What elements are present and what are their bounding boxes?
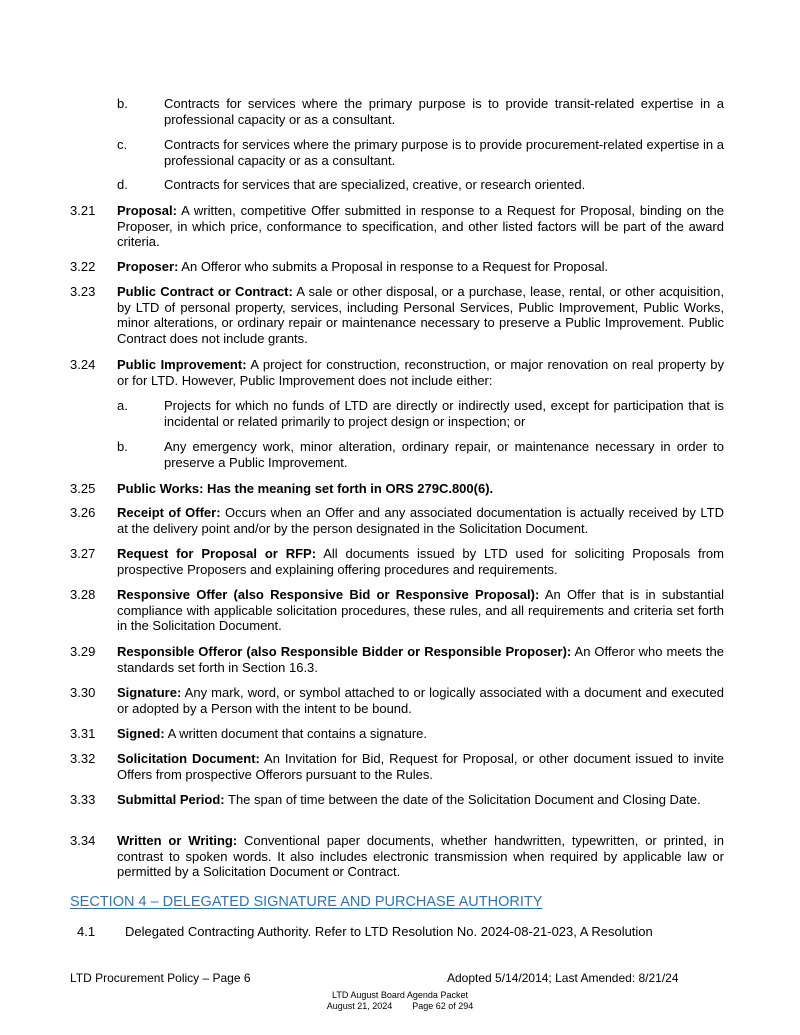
section-4-heading[interactable]: SECTION 4 – DELEGATED SIGNATURE AND PURCHASE AUTHORITY bbox=[70, 894, 543, 910]
definition-body: An Offeror who submits a Proposal in response to a Request for Proposal. bbox=[178, 259, 609, 274]
definition-body: A project for construction, reconstruction, or major renovation on real property by or for LTD. However, Public Improvement does not include either: bbox=[117, 357, 724, 388]
definition-text bbox=[117, 546, 724, 577]
definition-number: 3.33 bbox=[70, 792, 96, 807]
definition-text bbox=[117, 357, 724, 388]
definition-term: Written or Writing: bbox=[117, 833, 238, 848]
definition-text bbox=[117, 587, 724, 634]
sub-item-text: Contracts for services that are specialized, creative, or research oriented. bbox=[164, 177, 586, 192]
sub-item-label: c. bbox=[117, 137, 128, 152]
definition-number: 3.34 bbox=[70, 833, 96, 848]
definition-term: Public Contract or Contract: bbox=[117, 284, 293, 299]
sub-item-text: Contracts for services where the primary purpose is to provide transit-related expertise in a professional capacity or as a consultant. bbox=[164, 96, 724, 127]
footer-page-label: LTD Procurement Policy – Page 6 bbox=[70, 971, 251, 985]
definition-number: 3.28 bbox=[70, 587, 96, 602]
definition-text bbox=[117, 833, 724, 880]
definition-body: The span of time between the date of the Solicitation Document and Closing Date. bbox=[224, 792, 701, 807]
sub-item-text: Contracts for services where the primary purpose is to provide procurement-related expertise in a professional capacity or as a consultant. bbox=[164, 137, 724, 168]
footer-amended-date: Adopted 5/14/2014; Last Amended: 8/21/24 bbox=[447, 971, 679, 985]
definition-number: 3.27 bbox=[70, 546, 96, 561]
definition-body: All documents issued by LTD used for soliciting Proposals from prospective Proposers and explaining offering procedures and requirements. bbox=[117, 546, 724, 577]
packet-page-info: August 21, 2024 Page 62 of 294 bbox=[326, 1001, 474, 1011]
definition-number: 3.30 bbox=[70, 685, 96, 700]
definition-text bbox=[117, 505, 724, 536]
definition-term: Proposer: bbox=[117, 259, 179, 274]
definition-body: A written document that contains a signature. bbox=[164, 726, 427, 741]
definition-body: A sale or other disposal, or a purchase, lease, rental, or other acquisition, by LTD of personal property, services, including Personal Services, Public Improvement, Public Works, minor alterations, or ordinary repair or maintenance necessary to preserve a Public Improvement. Public Contract does not include grants. bbox=[117, 284, 724, 346]
definition-text bbox=[117, 751, 724, 782]
definition-text bbox=[117, 726, 724, 742]
definition-text bbox=[117, 203, 724, 250]
definition-number: 3.21 bbox=[70, 203, 96, 218]
definition-text bbox=[117, 481, 724, 497]
sub-item-label: d. bbox=[117, 177, 128, 192]
definition-number: 3.32 bbox=[70, 751, 96, 766]
definition-text bbox=[117, 259, 724, 275]
definition-term: Receipt of Offer: bbox=[117, 505, 221, 520]
definition-number: 3.24 bbox=[70, 357, 96, 372]
definition-term: Request for Proposal or RFP: bbox=[117, 546, 317, 561]
sub-item-label: a. bbox=[117, 398, 128, 413]
sub-item-text: Any emergency work, minor alteration, ordinary repair, or maintenance necessary in order to preserve a Public Improvement. bbox=[164, 439, 724, 470]
definition-term: Responsive Offer (also Responsive Bid or Responsive Proposal): bbox=[117, 587, 540, 602]
definition-number: 3.26 bbox=[70, 505, 96, 520]
definition-number: 3.29 bbox=[70, 644, 96, 659]
definition-text bbox=[117, 792, 724, 808]
definition-body: An Offer that is in substantial compliance with applicable solicitation procedures, these rules, and all requirements and criteria set forth in the Solicitation Document. bbox=[117, 587, 725, 633]
sub-item-label: b. bbox=[117, 439, 128, 454]
definition-text bbox=[117, 644, 724, 675]
definition-term: Signed: bbox=[117, 726, 165, 741]
definition-number: 3.25 bbox=[70, 481, 96, 496]
definition-text bbox=[117, 685, 724, 716]
clause-number: 4.1 bbox=[77, 924, 96, 939]
definition-number: 3.22 bbox=[70, 259, 96, 274]
definition-body: Occurs when an Offer and any associated documentation is actually received by LTD at the delivery point and/or by the person designated in the Solicitation Document. bbox=[117, 505, 724, 536]
definition-term: Public Improvement: bbox=[117, 357, 247, 372]
definition-term: Public Works: Has the meaning set forth in ORS 279C.800(6). bbox=[117, 481, 494, 496]
definition-term: Submittal Period: bbox=[117, 792, 225, 807]
definition-body: An Offeror who meets the standards set forth in Section 16.3. bbox=[117, 644, 724, 675]
sub-item-text: Projects for which no funds of LTD are directly or indirectly used, except for participation that is incidental or related primarily to project design or inspection; or bbox=[164, 398, 724, 429]
definition-body: An Invitation for Bid, Request for Proposal, or other document issued to invite Offers from prospective Offerors pursuant to the Rules. bbox=[117, 751, 724, 782]
definition-term: Solicitation Document: bbox=[117, 751, 260, 766]
definition-term: Signature: bbox=[117, 685, 182, 700]
definition-term: Proposal: bbox=[117, 203, 177, 218]
clause-text: Delegated Contracting Authority. Refer to LTD Resolution No. 2024-08-21-023, A Resolution bbox=[125, 924, 653, 939]
definition-text bbox=[117, 284, 724, 346]
sub-item-label: b. bbox=[117, 96, 128, 111]
definition-body: Conventional paper documents, whether handwritten, typewritten, or printed, in contrast to spoken words. It also includes electronic transmission when required by applicable law or permitted by a Solicitation Document or Contract. bbox=[117, 833, 724, 879]
definition-body: Any mark, word, or symbol attached to or logically associated with a document and executed or adopted by a Person with the intent to be bound. bbox=[117, 685, 724, 716]
definition-term: Responsible Offeror (also Responsible Bidder or Responsible Proposer): bbox=[117, 644, 572, 659]
definition-number: 3.31 bbox=[70, 726, 96, 741]
packet-title: LTD August Board Agenda Packet bbox=[332, 990, 468, 1000]
definition-body: A written, competitive Offer submitted in response to a Request for Proposal, binding on the Proposer, in which price, conformance to specification, and other listed factors will be part of the award criteria. bbox=[117, 203, 724, 249]
definition-number: 3.23 bbox=[70, 284, 96, 299]
